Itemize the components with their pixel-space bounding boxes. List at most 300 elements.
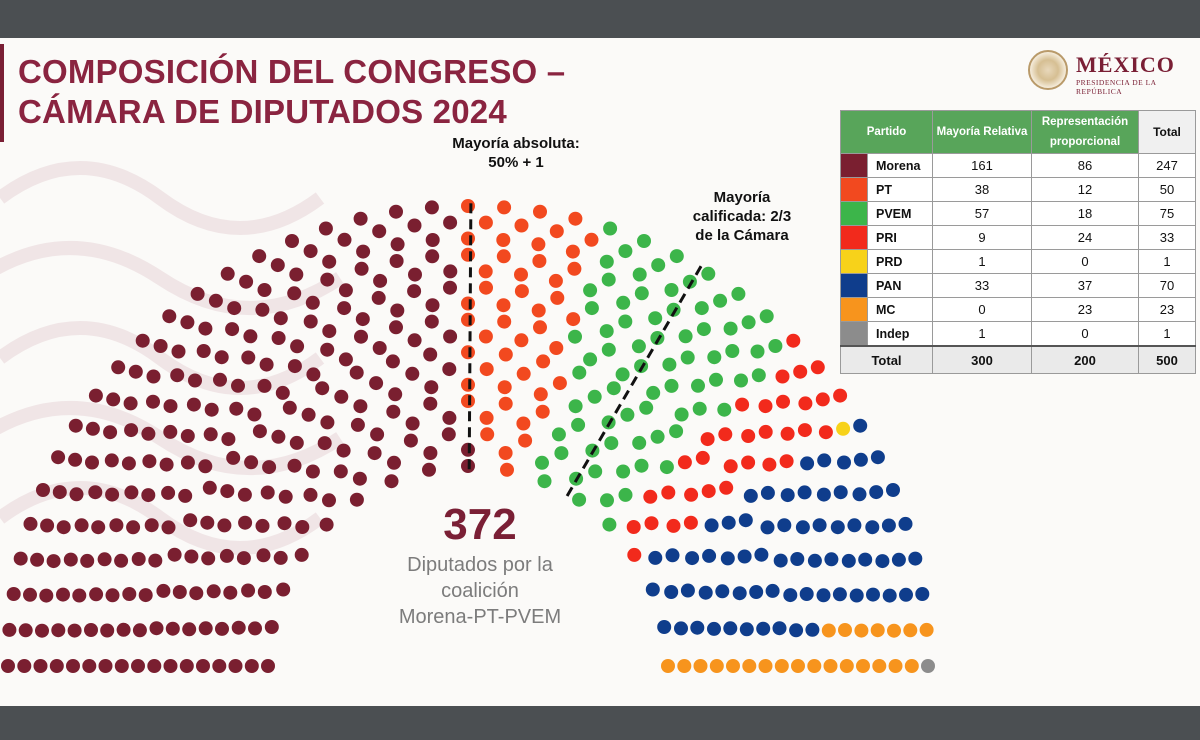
absolute-majority-label-line-1: Mayoría absoluta: — [452, 135, 580, 152]
seat-morena — [304, 315, 318, 329]
seat-mc — [889, 659, 903, 673]
seat-pt — [514, 268, 528, 282]
qualified-majority-label — [680, 188, 804, 245]
seat-morena — [51, 450, 65, 464]
seat-morena — [318, 436, 332, 450]
seat-pvem — [632, 339, 646, 353]
seat-morena — [180, 315, 194, 329]
seat-morena — [217, 518, 231, 532]
seat-pan — [702, 549, 716, 563]
header-relative-majority: Mayoría Relativa — [933, 111, 1032, 154]
seat-mc — [742, 659, 756, 673]
seat-pan — [666, 548, 680, 562]
seat-pt — [497, 298, 511, 312]
coalition-label-line-3: Morena-PT-PVEM — [398, 606, 562, 628]
seat-morena — [356, 245, 370, 259]
seat-pvem — [552, 427, 566, 441]
seat-pvem — [538, 474, 552, 488]
table-total-row — [841, 346, 1196, 374]
seat-pan — [761, 520, 775, 534]
table-row — [841, 226, 1196, 250]
relative-majority-cell: 161 — [933, 154, 1032, 178]
seat-pt — [536, 405, 550, 419]
party-name: PVEM — [868, 202, 933, 226]
seat-pt — [480, 427, 494, 441]
seat-pt — [499, 397, 513, 411]
seat-morena — [425, 315, 439, 329]
seat-pvem — [603, 222, 617, 236]
seat-pvem — [665, 283, 679, 297]
seat-pvem — [572, 366, 586, 380]
seat-morena — [72, 589, 86, 603]
seat-mc — [887, 624, 901, 638]
seat-mc — [822, 624, 836, 638]
seat-morena — [68, 453, 82, 467]
seat-morena — [356, 312, 370, 326]
seat-pvem — [569, 399, 583, 413]
seat-morena — [304, 488, 318, 502]
seat-pan — [817, 488, 831, 502]
table-row — [841, 274, 1196, 298]
seat-pvem — [742, 315, 756, 329]
table-row — [841, 322, 1196, 347]
relative-majority-cell: 57 — [933, 202, 1032, 226]
seat-morena — [82, 659, 96, 673]
proportional-cell: 0 — [1032, 322, 1139, 347]
seat-pvem — [588, 464, 602, 478]
header-party: Partido — [841, 111, 933, 154]
seat-morena — [66, 659, 80, 673]
seat-pt — [500, 463, 514, 477]
seat-morena — [215, 622, 229, 636]
seat-pvem — [660, 460, 674, 474]
seat-pan — [899, 517, 913, 531]
seat-pan — [721, 551, 735, 565]
seat-morena — [139, 588, 153, 602]
seat-morena — [256, 519, 270, 533]
seat-morena — [85, 456, 99, 470]
seat-morena — [353, 399, 367, 413]
seat-pan — [685, 551, 699, 565]
seat-pt — [532, 304, 546, 318]
seat-morena — [203, 481, 217, 495]
seat-mc — [871, 623, 885, 637]
seat-pt — [461, 232, 475, 246]
seat-morena — [201, 551, 215, 565]
seat-pan — [847, 518, 861, 532]
seat-morena — [274, 551, 288, 565]
seat-morena — [443, 264, 457, 278]
seat-pri — [627, 520, 641, 534]
seat-pan — [899, 588, 913, 602]
seat-morena — [258, 379, 272, 393]
seat-mc — [759, 659, 773, 673]
seat-pt — [566, 245, 580, 259]
seat-morena — [247, 408, 261, 422]
seat-pt — [480, 411, 494, 425]
seat-morena — [272, 331, 286, 345]
seat-pvem — [635, 286, 649, 300]
party-color-swatch — [841, 178, 868, 202]
coalition-label-line-1: Diputados por la — [407, 554, 553, 576]
seat-pan — [854, 453, 868, 467]
seat-morena — [24, 517, 38, 531]
seat-pri — [696, 451, 710, 465]
seat-mc — [840, 659, 854, 673]
seat-morena — [354, 330, 368, 344]
seat-pri — [719, 481, 733, 495]
seat-pvem — [648, 311, 662, 325]
seat-morena — [261, 486, 275, 500]
seat-morena — [198, 459, 212, 473]
seat-mc — [854, 624, 868, 638]
seat-morena — [279, 490, 293, 504]
header-total: Total — [1139, 111, 1196, 154]
seat-mc — [726, 659, 740, 673]
seat-morena — [162, 309, 176, 323]
seat-pvem — [693, 402, 707, 416]
logo-subtitle: PRESIDENCIA DE LA REPÚBLICA — [1076, 78, 1157, 96]
seat-pan — [646, 583, 660, 597]
total-cell: 33 — [1139, 226, 1196, 250]
seat-pvem — [752, 368, 766, 382]
seat-pt — [531, 237, 545, 251]
seat-pvem — [662, 358, 676, 372]
seat-pan — [774, 554, 788, 568]
seat-morena — [285, 234, 299, 248]
seat-pan — [790, 552, 804, 566]
seat-pan — [699, 586, 713, 600]
seat-morena — [425, 249, 439, 263]
seat-morena — [322, 493, 336, 507]
seat-morena — [372, 291, 386, 305]
seat-pvem — [616, 465, 630, 479]
seat-morena — [408, 219, 422, 233]
seat-morena — [238, 516, 252, 530]
seat-morena — [238, 488, 252, 502]
seat-morena — [443, 281, 457, 295]
seat-morena — [68, 624, 82, 638]
seat-pvem — [600, 255, 614, 269]
party-color-swatch — [841, 298, 868, 322]
seat-morena — [276, 386, 290, 400]
seat-pan — [744, 489, 758, 503]
seat-pvem — [635, 459, 649, 473]
seat-morena — [147, 370, 161, 384]
seat-pan — [813, 518, 827, 532]
seat-morena — [339, 352, 353, 366]
seat-morena — [34, 659, 48, 673]
seat-pan — [837, 456, 851, 470]
seat-morena — [350, 493, 364, 507]
seat-morena — [306, 465, 320, 479]
seat-pvem — [632, 436, 646, 450]
seat-pt — [496, 233, 510, 247]
relative-majority-cell: 1 — [933, 322, 1032, 347]
seat-morena — [337, 301, 351, 315]
seat-pan — [875, 554, 889, 568]
seat-morena — [290, 339, 304, 353]
seat-pt — [518, 434, 532, 448]
seat-pvem — [665, 379, 679, 393]
seat-pri — [759, 425, 773, 439]
seat-morena — [271, 258, 285, 272]
seat-morena — [304, 244, 318, 258]
seat-pvem — [535, 456, 549, 470]
seat-morena — [69, 419, 83, 433]
party-name: PT — [868, 178, 933, 202]
seat-morena — [89, 587, 103, 601]
seat-pan — [882, 519, 896, 533]
seat-morena — [322, 324, 336, 338]
seat-morena — [105, 453, 119, 467]
seat-pri — [776, 370, 790, 384]
seat-morena — [7, 587, 21, 601]
seat-morena — [391, 237, 405, 251]
seat-pvem — [600, 493, 614, 507]
seat-pri — [684, 488, 698, 502]
seat-pri — [793, 365, 807, 379]
seat-morena — [105, 488, 119, 502]
seat-morena — [221, 267, 235, 281]
seat-morena — [373, 274, 387, 288]
seat-morena — [423, 397, 437, 411]
total-label: Total — [841, 346, 933, 374]
seat-morena — [422, 463, 436, 477]
seat-pvem — [602, 343, 616, 357]
seat-morena — [88, 485, 102, 499]
seat-pri — [667, 519, 681, 533]
seat-morena — [306, 367, 320, 381]
seat-morena — [148, 554, 162, 568]
proportional-cell: 12 — [1032, 178, 1139, 202]
seat-pt — [566, 312, 580, 326]
seat-pan — [833, 587, 847, 601]
seat-pvem — [619, 488, 633, 502]
seat-morena — [100, 624, 114, 638]
seat-morena — [204, 427, 218, 441]
seat-pvem — [620, 408, 634, 422]
seat-morena — [156, 584, 170, 598]
seat-pt — [585, 233, 599, 247]
seat-morena — [223, 586, 237, 600]
seat-morena — [146, 395, 160, 409]
seat-morena — [388, 387, 402, 401]
seat-pri — [735, 398, 749, 412]
seat-morena — [70, 487, 84, 501]
seat-pan — [853, 419, 867, 433]
seat-pan — [749, 585, 763, 599]
relative-majority-cell: 38 — [933, 178, 1032, 202]
seat-morena — [370, 427, 384, 441]
seat-morena — [122, 587, 136, 601]
seat-pri — [741, 456, 755, 470]
seat-morena — [368, 446, 382, 460]
seat-pan — [781, 488, 795, 502]
seat-morena — [253, 424, 267, 438]
seat-pan — [783, 588, 797, 602]
seat-morena — [164, 659, 178, 673]
seat-morena — [178, 489, 192, 503]
seat-morena — [320, 273, 334, 287]
seat-morena — [337, 444, 351, 458]
seat-pvem — [675, 408, 689, 422]
seat-pvem — [607, 381, 621, 395]
seat-pri — [678, 455, 692, 469]
seat-pri — [762, 458, 776, 472]
total-all: 500 — [1139, 346, 1196, 374]
party-color-swatch — [841, 154, 868, 178]
seat-pan — [858, 553, 872, 567]
seat-morena — [160, 458, 174, 472]
slide — [0, 38, 1200, 706]
seat-morena — [369, 376, 383, 390]
seat-morena — [17, 659, 31, 673]
seat-morena — [226, 451, 240, 465]
seat-morena — [278, 516, 292, 530]
seat-morena — [423, 348, 437, 362]
seat-morena — [187, 398, 201, 412]
seat-pt — [498, 380, 512, 394]
seat-morena — [200, 516, 214, 530]
seat-morena — [425, 200, 439, 214]
seat-mc — [791, 659, 805, 673]
bottom-bar — [0, 706, 1200, 740]
seat-morena — [404, 434, 418, 448]
seat-morena — [355, 262, 369, 276]
seat-pan — [740, 622, 754, 636]
seat-pan — [871, 450, 885, 464]
seat-morena — [172, 345, 186, 359]
seat-morena — [339, 283, 353, 297]
seat-pan — [664, 585, 678, 599]
seat-morena — [408, 268, 422, 282]
seat-pt — [497, 200, 511, 214]
seat-pt — [568, 212, 582, 226]
seat-morena — [287, 286, 301, 300]
seat-morena — [248, 621, 262, 635]
seat-pvem — [616, 296, 630, 310]
seat-pan — [766, 584, 780, 598]
seat-pri — [816, 392, 830, 406]
seat-morena — [39, 589, 53, 603]
seat-pt — [461, 345, 475, 359]
seat-morena — [220, 484, 234, 498]
seat-pvem — [707, 350, 721, 364]
seat-morena — [283, 401, 297, 415]
seat-morena — [205, 403, 219, 417]
seat-morena — [198, 322, 212, 336]
seat-pt — [553, 376, 567, 390]
seat-morena — [351, 418, 365, 432]
seat-pri — [627, 548, 641, 562]
seat-pt — [461, 248, 475, 262]
seat-mc — [807, 659, 821, 673]
seat-morena — [306, 296, 320, 310]
seat-morena — [386, 405, 400, 419]
seat-pvem — [701, 267, 715, 281]
seat-morena — [241, 584, 255, 598]
seat-morena — [50, 659, 64, 673]
top-bar — [0, 0, 1200, 38]
qualified-majority-label-line-2: calificada: 2/3 — [692, 208, 792, 225]
total-cell: 1 — [1139, 322, 1196, 347]
seat-morena — [215, 350, 229, 364]
table-row — [841, 154, 1196, 178]
seat-pri — [661, 486, 675, 500]
seat-morena — [258, 585, 272, 599]
seat-pan — [886, 483, 900, 497]
seat-pan — [800, 587, 814, 601]
seat-pan — [707, 622, 721, 636]
seat-pt — [533, 320, 547, 334]
seat-morena — [14, 552, 28, 566]
seat-morena — [164, 399, 178, 413]
seat-morena — [1, 659, 15, 673]
seat-morena — [426, 233, 440, 247]
seat-pan — [892, 553, 906, 567]
seat-morena — [229, 402, 243, 416]
seat-morena — [241, 351, 255, 365]
seat-pt — [497, 315, 511, 329]
qualified-majority-label-line-1: Mayoría — [713, 189, 771, 206]
proportional-cell: 37 — [1032, 274, 1139, 298]
seat-morena — [86, 422, 100, 436]
party-name: Indep — [868, 322, 933, 347]
seat-morena — [196, 659, 210, 673]
seat-morena — [122, 456, 136, 470]
seat-pan — [738, 550, 752, 564]
seat-morena — [290, 436, 304, 450]
seat-pri — [780, 454, 794, 468]
table-row — [841, 178, 1196, 202]
seat-pan — [722, 516, 736, 530]
seat-mc — [872, 659, 886, 673]
seat-pvem — [618, 315, 632, 329]
seat-pt — [550, 224, 564, 238]
seat-pt — [514, 333, 528, 347]
seat-pt — [533, 205, 547, 219]
seat-morena — [244, 455, 258, 469]
seat-morena — [168, 548, 182, 562]
seat-pvem — [602, 273, 616, 287]
seat-morena — [373, 341, 387, 355]
seat-morena — [91, 520, 105, 534]
seat-morena — [163, 425, 177, 439]
seat-morena — [133, 623, 147, 637]
seat-pt — [479, 281, 493, 295]
seat-pan — [824, 552, 838, 566]
seat-morena — [320, 343, 334, 357]
seat-morena — [288, 359, 302, 373]
seat-pan — [850, 589, 864, 603]
seat-pvem — [639, 401, 653, 415]
title-line-1: COMPOSICIÓN DEL CONGRESO – — [18, 53, 566, 90]
seat-pan — [808, 554, 822, 568]
party-color-swatch — [841, 274, 868, 298]
seat-pri — [798, 396, 812, 410]
total-cell: 75 — [1139, 202, 1196, 226]
seat-pt — [516, 417, 530, 431]
seat-pan — [648, 551, 662, 565]
total-cell: 23 — [1139, 298, 1196, 322]
seat-morena — [2, 623, 16, 637]
party-name: PAN — [868, 274, 933, 298]
seat-morena — [56, 588, 70, 602]
seat-pan — [817, 588, 831, 602]
seat-pt — [499, 348, 513, 362]
seat-pvem — [588, 390, 602, 404]
